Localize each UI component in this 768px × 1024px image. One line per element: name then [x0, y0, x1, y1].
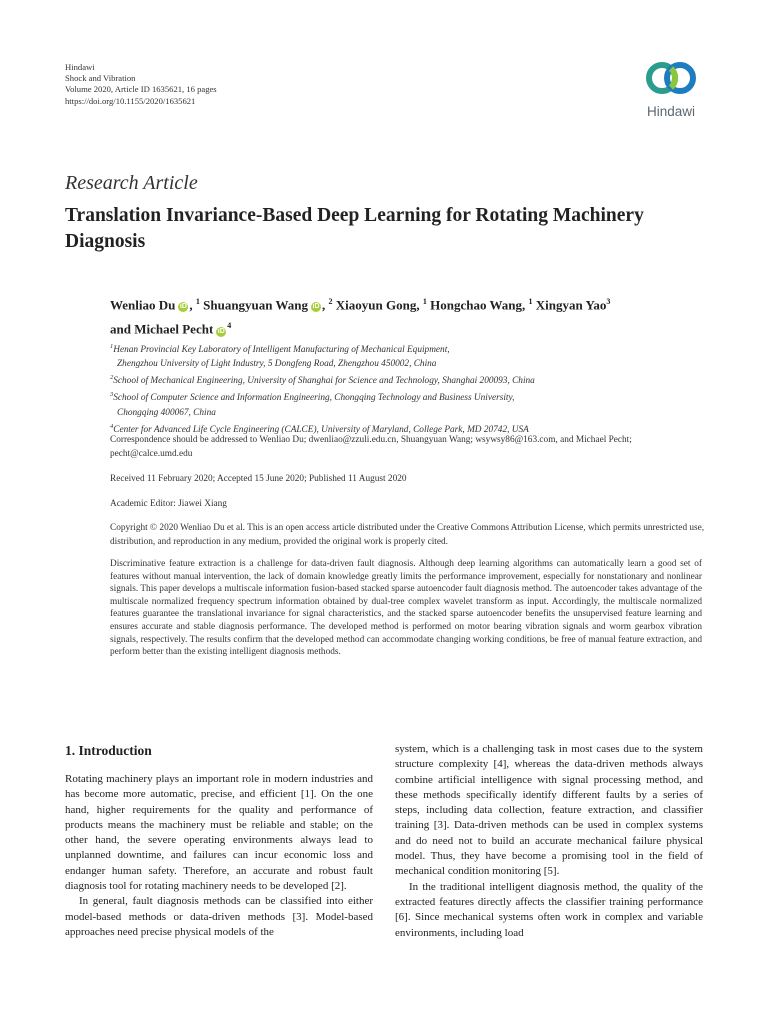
- paragraph: In the traditional intelligent diagnosis method, the quality of the extracted features directly affects the classifier training performance [6]. Since mechanical systems often work in complex and variable environments, including load: [395, 880, 703, 939]
- author-name: Xingyan Yao: [535, 297, 607, 313]
- academic-editor: Academic Editor: Jiawei Xiang: [110, 499, 227, 509]
- hindawi-logo: [634, 58, 708, 119]
- affiliation-mark: 3: [606, 297, 611, 306]
- author-list: [110, 291, 710, 340]
- paper-title: Translation Invariance-Based Deep Learning for Rotating Machinery Diagnosis: [65, 205, 644, 252]
- affiliation-mark: 1: [422, 297, 427, 306]
- affiliation-mark: 4: [227, 321, 232, 331]
- affiliation-mark: 2: [328, 297, 333, 306]
- column-right: [395, 742, 703, 941]
- journal-header: [65, 62, 217, 107]
- section-heading: 1. Introduction: [65, 743, 152, 758]
- column-left: [65, 742, 373, 940]
- correspondence: Correspondence should be addressed to Wenliao Du; dwenliao@zzuli.edu.cn, Shuangyuan Wang; wsywsy86@163.com, and Michael Pecht; pecht@calce.umd.edu: [110, 435, 632, 460]
- author-name: Wenliao Du: [110, 297, 176, 313]
- publication-dates: Received 11 February 2020; Accepted 15 June 2020; Published 11 August 2020: [110, 474, 407, 484]
- author-name: Shuangyuan Wang: [203, 297, 309, 313]
- orcid-icon[interactable]: iD: [217, 327, 225, 335]
- affiliation-item: $^1$Henan Provincial Key Laboratory of Intelligent Manufacturing of Mechanical Equipment, Zhengzhou University of Light Industry, 5 Dongfeng Road, Zhengzhou 450002, China: [110, 343, 450, 370]
- affiliation-item: $^4$Center for Advanced Life Cycle Engineering (CALCE), University of Maryland, College Park, MD 20742, USA: [110, 422, 529, 435]
- affiliation-item: $^2$School of Mechanical Engineering, University of Shanghai for Science and Technology, Shanghai 200093, China: [110, 374, 535, 387]
- orcid-icon[interactable]: iD: [179, 303, 187, 311]
- article-type: Research Article: [65, 172, 198, 194]
- author-name: Hongchao Wang: [430, 297, 522, 313]
- affiliations: [110, 340, 710, 437]
- volume-line: Volume 2020, Article ID 1635621, 16 pages: [65, 84, 217, 95]
- paragraph: system, which is a challenging task in most cases due to the system structure complexity [4], whereas the data-driven methods always combine artificial intelligence with signal processing method, and these methods specifically identify different faults by a series of steps, including data collection, feature extraction, and classifier training [3]. Data-driven methods can be used in complex systems and do need not to build an accurate mechanical failure physical model. Thus, they have become a promising tool in the field of mechanical condition monitoring [5].: [395, 743, 703, 878]
- doi-link[interactable]: https://doi.org/10.1155/2020/1635621: [65, 95, 196, 106]
- abstract: Discriminative feature extraction is a challenge for data-driven fault diagnosis. Although deep learning algorithms can automatically learn a good set of features without manual intervention, the lack of domain knowledge greatly limits the performance improvement, especially for nonstationary and nonlinear signals. This paper develops a multiscale information fusion-based stacked sparse autoencoder fault diagnosis method. The autoencoder takes advantage of the multiscale normalized frequency spectrum information obtained by dual-tree complex wavelet transform as input. Accordingly, the multiscale normalized features guarantee the translational invariance for signal characteristics, and the stacked sparse autoencoder benefits the unsupervised feature learning and ensures accurate and stable diagnosis performance. The developed method is performed on motor bearing vibration signals and worm gearbox vibration signals, respectively. The results confirm that the developed method can accommodate changing working conditions, be free of manual feature extraction, and perform better than the existing intelligent diagnosis methods.: [110, 559, 702, 658]
- affiliation-item: $^3$School of Computer Science and Information Engineering, Chongqing Technology and Business University, Chongqing 400067, China: [110, 391, 515, 418]
- logo-text: Hindawi: [646, 104, 696, 119]
- paragraph: In general, fault diagnosis methods can be classified into either model-based methods or data-driven methods [3]. Model-based approaches need precise physical models of the: [65, 895, 373, 938]
- author-name: Michael Pecht: [134, 321, 214, 337]
- author-line-1: Wenliao Du iD , $^1$ Shuangyuan Wang iD , $^2$ Xiaoyun Gong, $^1$ Hongchao Wang, $^1$ Xingyan Yao$^3$: [110, 297, 611, 313]
- affiliation-mark: 1: [528, 297, 533, 306]
- paragraph: Rotating machinery plays an important role in modern industries and has become more automatic, precise, and efficient [1]. On the one hand, higher requirements for the quality and performance of products means the machinery must be reliable and stable; on the other hand, the severe operating environments always lead to unplanned downtime, and failures can incur economic loss and endanger human safety. Therefore, an accurate and robust fault diagnosis tool for rotating machinery needs to be developed [2].: [65, 773, 373, 893]
- publisher-name: Hindawi: [65, 62, 95, 72]
- orcid-icon[interactable]: iD: [312, 303, 320, 311]
- journal-name: Shock and Vibration: [65, 73, 136, 84]
- hindawi-logo-icon: [645, 58, 697, 98]
- author-line-2: and Michael Pecht $iD^4$: [110, 321, 232, 337]
- copyright-notice: Copyright © 2020 Wenliao Du et al. This is an open access article distributed under the Creative Commons Attribution License, which permits unrestricted use, distribution, and reproduction in any medium, provided the original work is properly cited.: [110, 523, 705, 548]
- affiliation-mark: 1: [195, 297, 200, 306]
- author-name: Xiaoyun Gong: [335, 297, 417, 313]
